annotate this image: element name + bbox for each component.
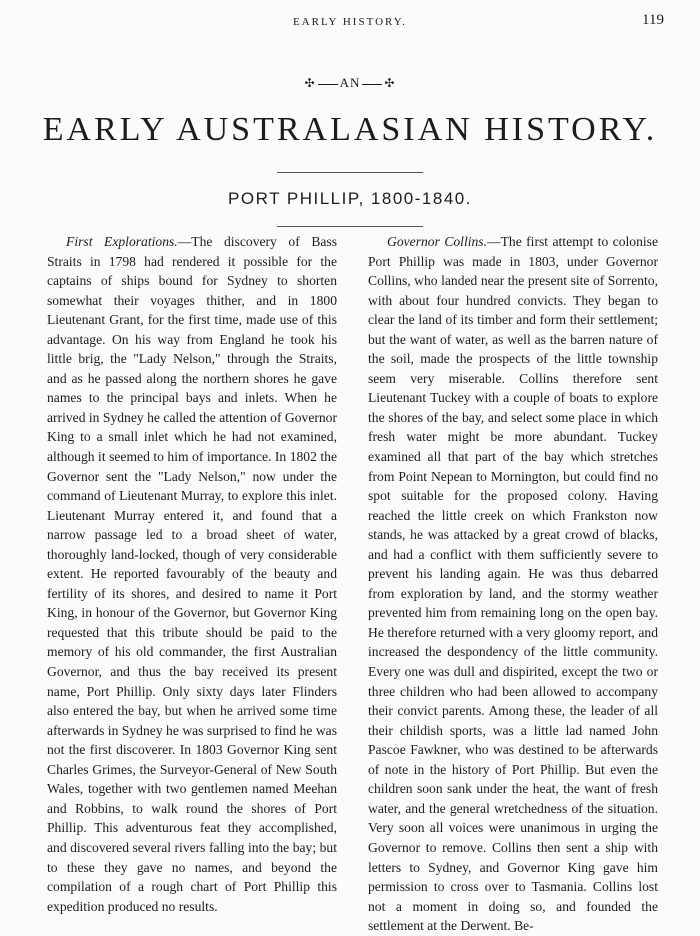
left-column	[47, 232, 337, 936]
kicker-text: AN	[339, 75, 361, 90]
paragraph-governor-collins	[368, 232, 658, 936]
running-header	[0, 0, 700, 30]
ornament-icon-left: ✣	[304, 76, 316, 90]
right-column	[368, 232, 658, 936]
section-lead-first-explorations: First Explorations.	[66, 234, 178, 249]
paragraph-text: —The first attempt to colonise Port Phillip was made in 1803, under Governor Collins, who landed near the present site of Sorrento, with about four hundred convicts. They began to clear the land of its timber and form their settlement; but the want of water, as well as the barren nature of the soil, made the prospects of the little township seem very miserable. Collins therefore sent Lieutenant Tuckey with a couple of boats to explore the shores of the bay, and select some place in which fresh water might be more abundant. Tuckey examined all that part of the bay which stretches from Point Nepean to Mornington, but could find no spot suitable for the proposed colony. Having reached the little creek on which Frankston now stands, he was attacked by a great crowd of blacks, and had a conflict with them sufficiently severe to prevent his landing again. He was thus debarred from exploration by land, and the stormy weather prevented him from remaining long on the open bay. He therefore returned with a very gloomy report, and increased the despondency of the little community. Every one was dull and dispirited, except the two or three children who had been allowed to accompany their convict parents. Among these, the leader of all their childish sports, was a little lad named John Pascoe Fawkner, who was destined to be afterwards of note in the history of Port Phillip. But even the children soon sank under the heat, the want of fresh water, and the general wretchedness of the situation. Very soon all voices were unanimous in urging the Governor to remove. Collins then sent a ship with letters to Sydney, and Governor King gave him permission to cross over to Tasmania. Collins lost not a moment in doing so, and founded the settlement at the Derwent. Be-	[368, 234, 658, 934]
paragraph-text: —The discovery of Bass Straits in 1798 had rendered it possible for the captains of ships bound for Sydney to shorten somewhat their voyages thither, and in 1800 Lieutenant Grant, for the first time, made use of this advantage. On his way from England he took his little brig, the "Lady Nelson," through the Straits, and as he passed along the northern shores he gave names to the principal bays and inlets. When he arrived in Sydney he called the attention of Governor King to a small inlet which he had not examined, although it seemed to him of importance. In 1802 the Governor sent the "Lady Nelson," now under the command of Lieutenant Murray, to explore this inlet. Lieutenant Murray entered it, and found that a narrow passage led to a broad sheet of water, thoroughly land-locked, though of very considerable extent. He reported favourably of the beauty and fertility of its shores, and desired to name it Port King, in honour of the Governor, but Governor King requested that this tribute should be paid to the memory of his old commander, the first Australian Governor, and thus the bay received its present name, Port Phillip. Only sixty days later Flinders also entered the bay, but when he arrived some time afterwards in Sydney he was surprised to find he was not the first discoverer. In 1803 Governor King sent Charles Grimes, the Surveyor-General of New South Wales, together with two gentlemen named Meehan and Robbins, to walk round the shores of Port Phillip. This adventurous feat they accomplished, and discovered several rivers falling into the bay; but to these they gave no names, and beyond the compilation of a rough chart of Port Phillip this expedition produced no results.	[47, 234, 338, 914]
ornament-icon-right: ✣	[384, 76, 396, 90]
subtitle-divider	[277, 226, 423, 227]
kicker-line	[0, 72, 700, 94]
title-divider	[277, 172, 423, 173]
page-number: 119	[642, 12, 664, 28]
body-columns	[47, 232, 658, 936]
article-title: EARLY AUSTRALASIAN HISTORY.	[42, 111, 658, 148]
section-lead-governor-collins: Governor Collins.	[387, 234, 487, 249]
kicker-rule-left	[318, 84, 338, 85]
article-subtitle: PORT PHILLIP, 1800-1840.	[228, 189, 472, 208]
running-title: EARLY HISTORY.	[292, 16, 408, 28]
article-heading	[0, 72, 700, 227]
paragraph-first-explorations	[47, 232, 337, 916]
kicker-rule-right	[362, 84, 382, 85]
